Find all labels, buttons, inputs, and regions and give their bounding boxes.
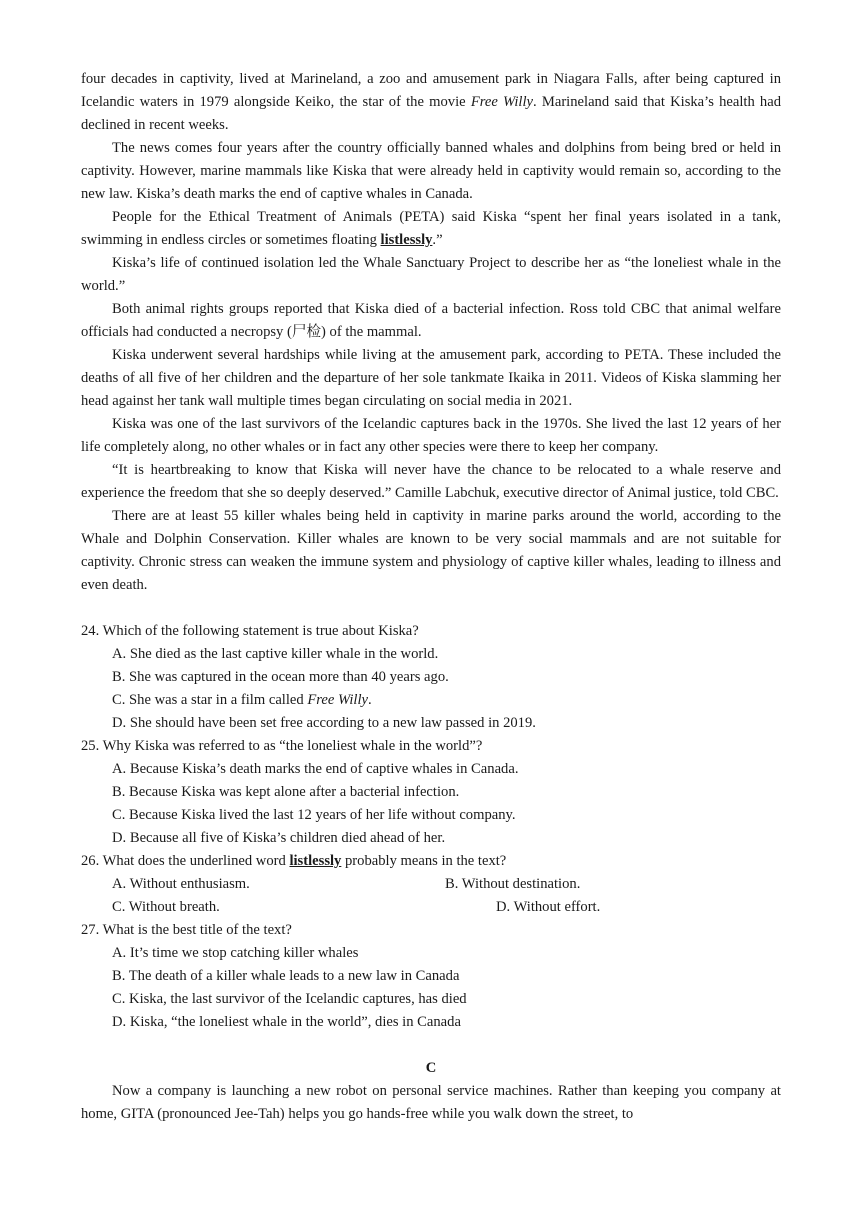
question-25-option-c: C. Because Kiska lived the last 12 years of her life without company. <box>112 807 516 823</box>
spacer <box>81 1034 781 1057</box>
question-26-option-b: B. Without destination. <box>445 876 581 892</box>
passage-paragraph-5: Both animal rights groups reported that Kiska died of a bacterial infection. Ross told CBC that animal welfare officials had conducted a necropsy (尸检) of the mammal. <box>81 301 781 340</box>
question-26-option-a: A. Without enthusiasm. <box>112 876 250 892</box>
question-27-option-b: B. The death of a killer whale leads to a new law in Canada <box>112 968 460 984</box>
passage-paragraph-4: Kiska’s life of continued isolation led the Whale Sanctuary Project to describe her as “the loneliest whale in the world.” <box>81 255 781 294</box>
question-27-option-a: A. It’s time we stop catching killer whales <box>112 945 359 961</box>
question-27-option-c: C. Kiska, the last survivor of the Icelandic captures, has died <box>112 991 467 1007</box>
question-27-stem: 27. What is the best title of the text? <box>81 922 292 938</box>
underlined-word: listlessly <box>380 232 433 248</box>
question-26-options-row-2 <box>112 896 781 919</box>
question-26-options-row-1 <box>112 873 781 896</box>
question-26-stem <box>81 850 781 873</box>
passage-paragraph-9: There are at least 55 killer whales being held in captivity in marine parks around the world, according to the Whale and Dolphin Conservation. Killer whales are known to be very social mammals and are not suitable for captivity. Chronic stress can weaken the immune system and physiology of captive killer whales, leading to illness and even death. <box>81 508 781 593</box>
question-25-stem: 25. Why Kiska was referred to as “the loneliest whale in the world”? <box>81 738 483 754</box>
question-24-option-d: D. She should have been set free according to a new law passed in 2019. <box>112 715 536 731</box>
question-24-option-b: B. She was captured in the ocean more than 40 years ago. <box>112 669 449 685</box>
question-26-option-d: D. Without effort. <box>496 899 601 915</box>
passage-paragraph-6: Kiska underwent several hardships while living at the amusement park, according to PETA. These included the deaths of all five of her children and the departure of her sole tankmate Ikaika in 2011. Videos of Kiska slamming her head against her tank wall multiple times began circulating on social media in 2021. <box>81 347 781 409</box>
section-heading-c: C <box>425 1060 437 1076</box>
passage-paragraph-2: The news comes four years after the country officially banned whales and dolphins from being bred or held in captivity. However, marine mammals like Kiska that were already held in captivity would remain so, according to the new law. Kiska’s death marks the end of captive whales in Canada. <box>81 140 781 202</box>
question-27-option-d: D. Kiska, “the loneliest whale in the world”, dies in Canada <box>112 1014 461 1030</box>
question-25-option-a: A. Because Kiska’s death marks the end of captive whales in Canada. <box>112 761 519 777</box>
paragraph-text: . Marineland said that Kiska’s health had declined in recent weeks. <box>81 94 782 133</box>
film-title: Free Willy <box>470 94 534 110</box>
paragraph-text: .” <box>432 232 443 248</box>
passage-paragraph-8: “It is heartbreaking to know that Kiska will never have the chance to be relocated to a whale reserve and experience the freedom that she so deeply deserved.” Camille Labchuk, executive director of Animal justice, told CBC. <box>81 462 781 501</box>
paragraph-text: four decades in captivity, lived at Marineland, a zoo and amusement park in Niagara Falls, after being captured in Icelandic waters in 1979 alongside Keiko, the star of the movie <box>81 71 781 110</box>
option-text: . <box>368 692 372 708</box>
underlined-word: listlessly <box>289 853 342 869</box>
question-text: probably means in the text? <box>341 853 507 869</box>
question-text: 26. What does the underlined word <box>81 853 290 869</box>
option-text: C. She was a star in a film called <box>112 692 308 708</box>
passage-paragraph-7: Kiska was one of the last survivors of the Icelandic captures back in the 1970s. She lived the last 12 years of her life completely along, no other whales or in fact any other species were there to keep her company. <box>81 416 781 455</box>
document-page <box>81 68 781 1126</box>
passage-paragraph-3 <box>81 206 781 252</box>
question-24-stem: 24. Which of the following statement is true about Kiska? <box>81 623 419 639</box>
section-c-paragraph-1: Now a company is launching a new robot on personal service machines. Rather than keeping you company at home, GITA (pronounced Jee-Tah) helps you go hands-free while you walk down the street, to <box>81 1083 781 1122</box>
passage-paragraph-1 <box>81 68 781 137</box>
film-title: Free Willy <box>307 692 368 708</box>
question-24-option-a: A. She died as the last captive killer whale in the world. <box>112 646 439 662</box>
question-24-option-c <box>112 689 781 712</box>
question-26-option-c: C. Without breath. <box>112 899 220 915</box>
question-25-option-d: D. Because all five of Kiska’s children died ahead of her. <box>112 830 446 846</box>
spacer <box>81 597 781 620</box>
question-25-option-b: B. Because Kiska was kept alone after a bacterial infection. <box>112 784 460 800</box>
paragraph-text: People for the Ethical Treatment of Animals (PETA) said Kiska “spent her final years isolated in a tank, swimming in endless circles or sometimes floating <box>81 209 781 248</box>
